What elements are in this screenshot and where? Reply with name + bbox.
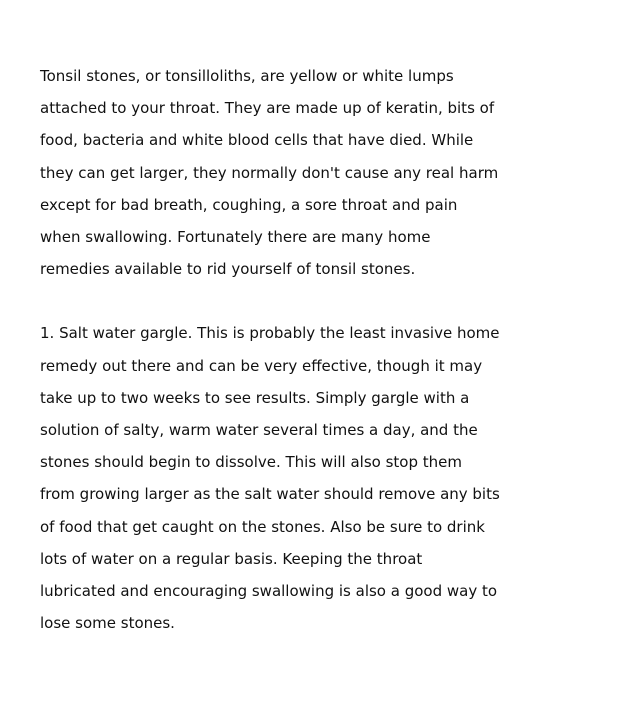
text-line: lots of water on a regular basis. Keeping the throat: [40, 549, 423, 568]
text-line: remedies available to rid yourself of tonsil stones.: [40, 260, 416, 279]
text-line: lubricated and encouraging swallowing is also a good way to: [40, 582, 498, 601]
intro-paragraph: [40, 60, 605, 285]
text-line: 1. Salt water gargle. This is probably the least invasive home: [40, 324, 500, 343]
text-line: of food that get caught on the stones. Also be sure to drink: [40, 517, 485, 536]
text-line: food, bacteria and white blood cells that have died. While: [40, 131, 474, 150]
text-line: take up to two weeks to see results. Simply gargle with a: [40, 388, 470, 407]
text-line: Tonsil stones, or tonsilloliths, are yellow or white lumps: [40, 67, 454, 85]
text-line: remedy out there and can be very effective, though it may: [40, 356, 483, 375]
text-line: lose some stones.: [40, 614, 175, 633]
text-line: solution of salty, warm water several times a day, and the: [40, 421, 478, 440]
text-line: from growing larger as the salt water should remove any bits: [40, 485, 500, 504]
text-line: when swallowing. Fortunately there are many home: [40, 228, 431, 247]
text-line: except for bad breath, coughing, a sore throat and pain: [40, 195, 458, 214]
text-line: attached to your throat. They are made up of keratin, bits of: [40, 99, 495, 118]
text-line: stones should begin to dissolve. This will also stop them: [40, 453, 462, 472]
document-body: [40, 60, 605, 639]
salt-water-gargle-paragraph: [40, 317, 605, 639]
text-line: they can get larger, they normally don't cause any real harm: [40, 163, 499, 182]
